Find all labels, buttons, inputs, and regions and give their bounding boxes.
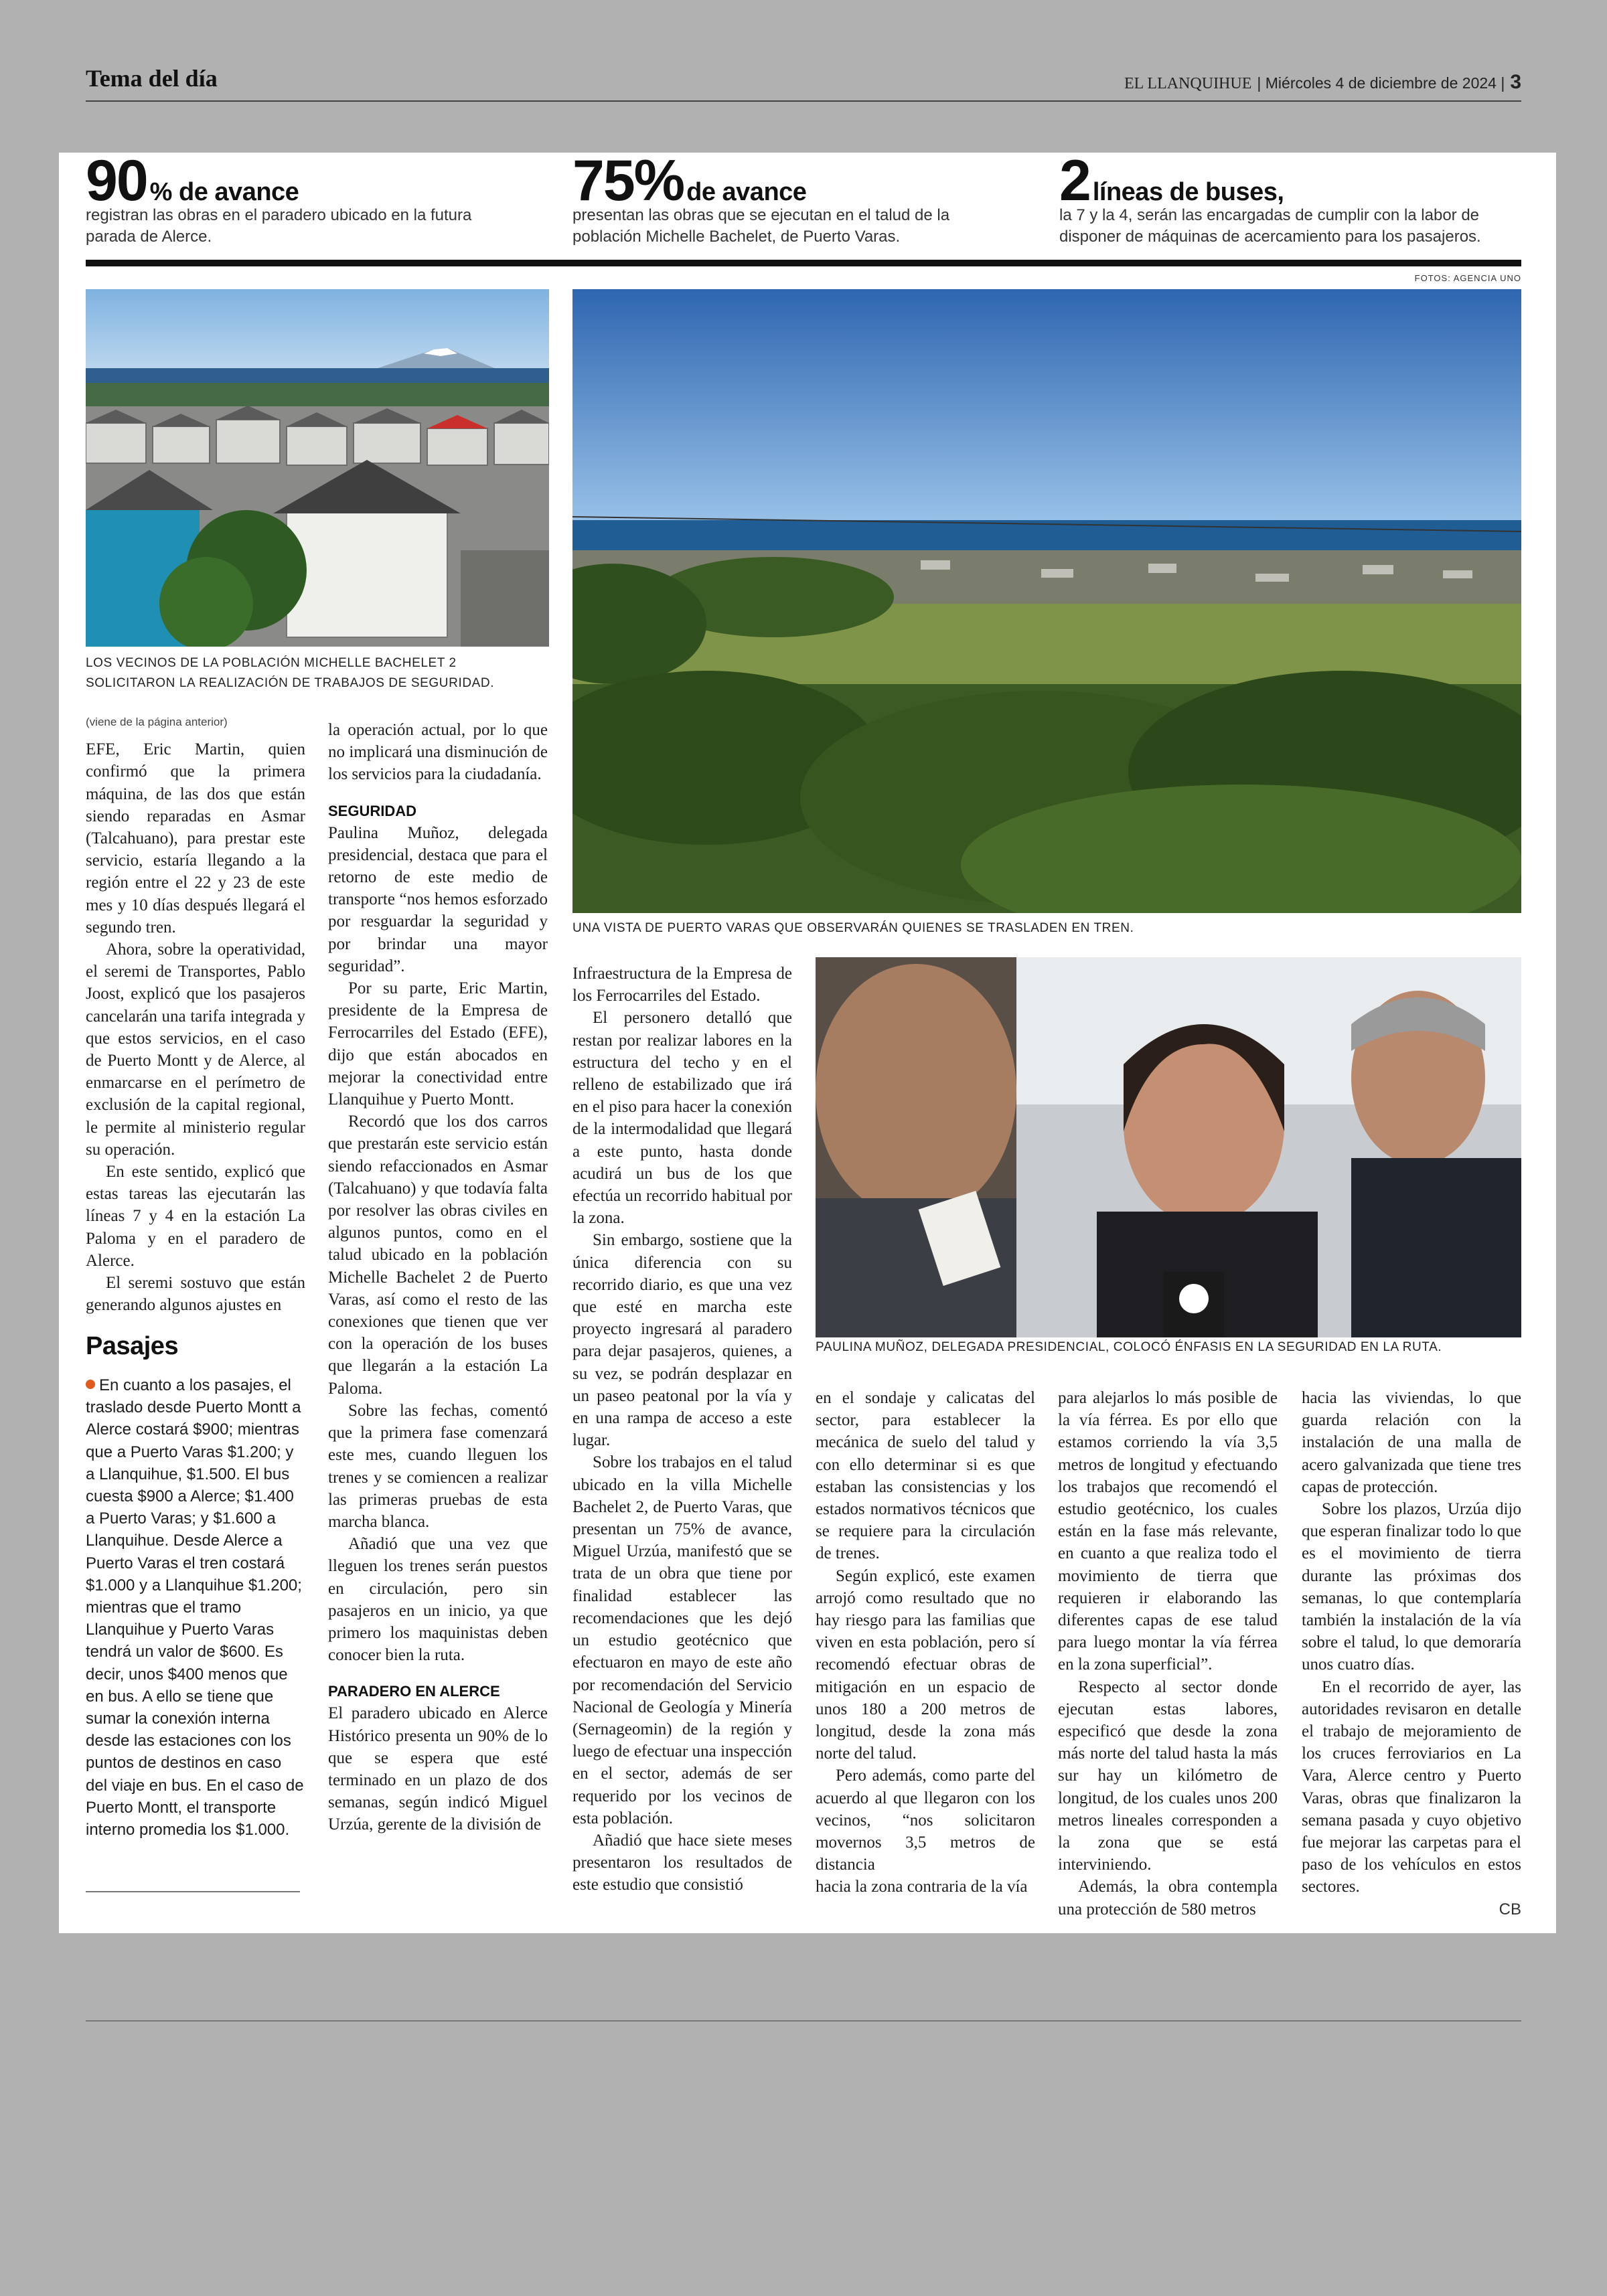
stat-description: presentan las obras que se ejecutan en el talud de la población Michelle Bachelet, de Puerto Varas. [572,206,950,246]
paragraph: Según explicó, este examen arrojó como resultado que no hay riesgo para las familias que viven en esta población, pero sí recomendó efectuar obras de mitigación en un espacio de unos 180 a 200 metros de longitud, desde la zona más norte del talud. [816,1566,1035,1763]
bullet-icon [86,1380,95,1389]
caption-landscape: UNA VISTA DE PUERTO VARAS QUE OBSERVARÁN QUIENES SE TRASLADEN EN TREN. [572,921,1134,935]
continued-note: (viene de la página anterior) [86,716,228,728]
paragraph: Sin embargo, sostiene que la única diferencia con su recorrido diario, es que una vez que esté en marcha este proyecto ingresará al paradero para dejar pasajeros, quienes, a su vez, se podrán desplazar en un paseo peatonal por la vía y en una rampa de acceso a este lugar. [572,1231,792,1450]
stats-rule [86,260,1521,266]
paragraph: en el sondaje y calicatas del sector, para establecer la mecánica de suelo del talud y con ello determinar si es que estaban las consistencias y los estados normativos técnicos que se requiere para la circulación de trenes. [816,1389,1035,1563]
paragraph: Añadió que una vez que lleguen los trenes serán puestos en circulación, pero sin pasajeros en un inicio, ya que primero los maquinistas deben conocer bien la ruta. [328,1535,548,1665]
stat-paradero-alerce [86,151,514,248]
article-column-6 [1302,1387,1521,1920]
photo-officials [816,957,1521,1337]
person-left-face [816,964,1016,1218]
photo-landscape [572,289,1521,913]
paragraph: Ahora, sobre la operatividad, el seremi de Transportes, Pablo Joost, explicó que los pasajeros cancelarán una tarifa integrada y que estos servicios, en el caso de Puerto Montt y de Alerce, al enmarcarse en el perímetro de exclusión de la capital regional, le permite al ministerio regular su operación. [86,940,305,1159]
article-column-1 [86,711,305,1316]
end-mark: CB [1499,1900,1521,1918]
paragraph: En el recorrido de ayer, las autoridades revisaron en detalle el trabajo de mejoramiento de los cruces ferroviarios en La Vara, Alerce centro y Puerto Varas, obras que finalizaron la semana pasada y cuyo objetivo fue mejorar las carpetas para el paso de los vehículos en estos sectores. [1302,1677,1521,1896]
paragraph: Recordó que los dos carros que prestarán este servicio están siendo refaccionados en Asmar (Talcahuano) y que todavía falta por resolver las obras civiles en algunos puntos, como en el talud ubicado en la población Michelle Bachelet 2 de Puerto Varas, así como el resto de las conexiones que tienen que ver con la operación de los buses que llegarán a la estación La Paloma. [328,1113,548,1398]
caption-houses: LOS VECINOS DE LA POBLACIÓN MICHELLE BACHELET 2 SOLICITARON LA REALIZACIÓN DE TRABAJOS DE SEGURIDAD. [86,656,495,690]
paragraph: hacia las viviendas, lo que guarda relación con la instalación de una malla de acero galvanizada que tiene tres capas de protección. [1302,1389,1521,1496]
paragraph: Sobre los plazos, Urzúa dijo que esperan finalizar todo lo que es el movimiento de tierra durante las próximas dos semanas, lo que contemplaría también la instalación de la vía sobre el talud, lo que demoraría unos cuatro días. [1302,1500,1521,1674]
stat-description: la 7 y la 4, serán las encargadas de cumplir con la labor de disponer de máquinas de acercamiento para los pasajeros. [1059,206,1481,246]
stat-tag: % de avance [149,178,299,206]
page-number: 3 [1510,71,1521,93]
article-column-2 [328,719,548,1836]
sidebar-pasajes [86,1332,305,1841]
page-header-info [1124,71,1521,94]
sidebar-title: Pasajes [86,1332,179,1360]
paragraph: El paradero ubicado en Alerce Histórico presenta un 90% de lo que se espera que esté terminado en un plazo de dos semanas, según indicó Miguel Urzúa, gerente de la división de [328,1704,548,1834]
paragraph: Respecto al sector donde ejecutan estas labores, especificó que desde la zona más norte del talud hasta la más sur hay un kilómetro de longitud, de los cuales unos 200 metros lineales corresponden a la zona que se está interviniendo. [1058,1677,1278,1874]
paragraph: En este sentido, explicó que estas tareas las ejecutarán las líneas 7 y 4 en la estación La Paloma y en el paradero de Alerce. [86,1163,305,1270]
sidebar-text-wrap [86,1374,305,1841]
stat-talud [572,151,1001,248]
stat-bus-lines [1059,151,1521,248]
paragraph: El seremi sostuvo que están generando algunos ajustes en [86,1274,305,1315]
stat-tag: líneas de buses, [1092,178,1284,206]
article-column-3 [572,963,792,1896]
stat-description: registran las obras en el paradero ubicado en la futura parada de Alerce. [86,206,472,246]
stat-value: 90 [86,149,147,213]
paragraph: Además, la obra contempla una protección de 580 metros [1058,1878,1278,1918]
paragraph: Sobre los trabajos en el talud ubicado en la villa Michelle Bachelet 2, de Puerto Varas, que presentan un 75% de avance, Miguel Urzúa, manifestó que se trata de un obra que tiene por finalidad establecer las recomendaciones que les dejó un estudio geotécnico que efectuaron en mayo de este año por recomendación del Servicio Nacional de Geología y Minería (Sernageomin) de la región y luego de efectuar una inspección en el sector, además de ser requerido por los vecinos de esta población. [572,1453,792,1827]
paragraph: la operación actual, por lo que no implicará una disminución de los servicios para la ciudadanía. [328,721,548,784]
photo-houses [86,289,549,647]
photo-credit: FOTOS: AGENCIA UNO [1414,273,1521,283]
paragraph: Sobre las fechas, comentó que la primera fase comenzará este mes, cuando lleguen los trenes y se comiencen a realizar las primeras pruebas de esta marcha blanca. [328,1401,548,1531]
subheading-seguridad: SEGURIDAD [328,802,417,819]
bottom-rule [86,2020,1521,2022]
paragraph: hacia la zona contraria de la vía [816,1878,1028,1896]
paragraph: EFE, Eric Martin, quien confirmó que la primera máquina, de las dos que están siendo reparadas en Asmar (Talcahuano), para prestar este servicio, estaría llegando a la región entre el 22 y 23 de este mes y 10 días después llegará el segundo tren. [86,740,305,936]
publication-name: EL LLANQUIHUE [1124,75,1252,92]
article-column-5 [1058,1387,1278,1920]
caption-officials: PAULINA MUÑOZ, DELEGADA PRESIDENCIAL, COLOCÓ ÉNFASIS EN LA SEGURIDAD EN LA RUTA. [816,1340,1442,1354]
stat-tag: de avance [686,178,807,206]
paragraph: Pero además, como parte del acuerdo al que llegaron con los vecinos, “nos solicitaron movernos 3,5 metros de distancia [816,1767,1035,1874]
paragraph: Añadió que hace siete meses presentaron los resultados de este estudio que consistió [572,1831,792,1894]
paragraph: Por su parte, Eric Martin, presidente de la Empresa de Ferrocarriles del Estado (EFE), dijo que están abocados en mejorar la conectividad entre Llanquihue y Puerto Montt. [328,979,548,1109]
article-column-4 [816,1387,1035,1898]
paragraph: Infraestructura de la Empresa de los Ferrocarriles del Estado. [572,965,792,1005]
paragraph: El personero detalló que restan por realizar labores en la estructura del techo y en el relleno de estabilizado que irá en el piso para hacer la conexión de la intermodalidad que llegará a este punto, hasta donde acudirá un bus de los que efectúa un recorrido habitual por la zona. [572,1009,792,1228]
paragraph: Paulina Muñoz, delegada presidencial, destaca que para el retorno de este medio de transporte “nos hemos esforzado por resguardar la seguridad y por brindar una mayor seguridad”. [328,823,548,975]
subheading-paradero: PARADERO EN ALERCE [328,1683,500,1700]
issue-date: | Miércoles 4 de diciembre de 2024 | [1257,74,1505,92]
sidebar-text: En cuanto a los pasajes, el traslado desde Puerto Montt a Alerce costará $900; mientras que a Puerto Varas $1.200; y a Llanquihue, $1.500. El bus cuesta $900 a Alerce; $1.400 a Puerto Varas; y $1.600 a Llanquihue. Desde Alerce a Puerto Varas el tren costará $1.000 y a Llanquihue $1.200; mientras que el tramo Llanquihue y Puerto Varas tendrá un valor de $600. Es decir, unos $400 menos que en bus. A ello se tiene que sumar la conexión interna desde las estaciones con los puntos de destinos en caso del viaje en bus. En el caso de Puerto Montt, el transporte interno promedia los $1.000. [86,1376,304,1839]
stat-value: 2 [1059,149,1090,213]
stat-value: 75% [572,149,684,213]
paragraph: para alejarlos lo más posible de la vía férrea. Es por ello que estamos corriendo la vía 3,5 metros de longitud y efectuando los trabajos que recomendó el estudio geotécnico, los cuales están en la fase más relevante, en cuanto a que realiza todo el movimiento de tierra que requieren ir elaborando las diferentes capas de ese talud para luego montar la vía férrea en la zona superficial”. [1058,1389,1278,1674]
sidebar-rule [86,1891,300,1892]
header-rule [86,100,1521,102]
section-title: Tema del día [86,65,218,92]
